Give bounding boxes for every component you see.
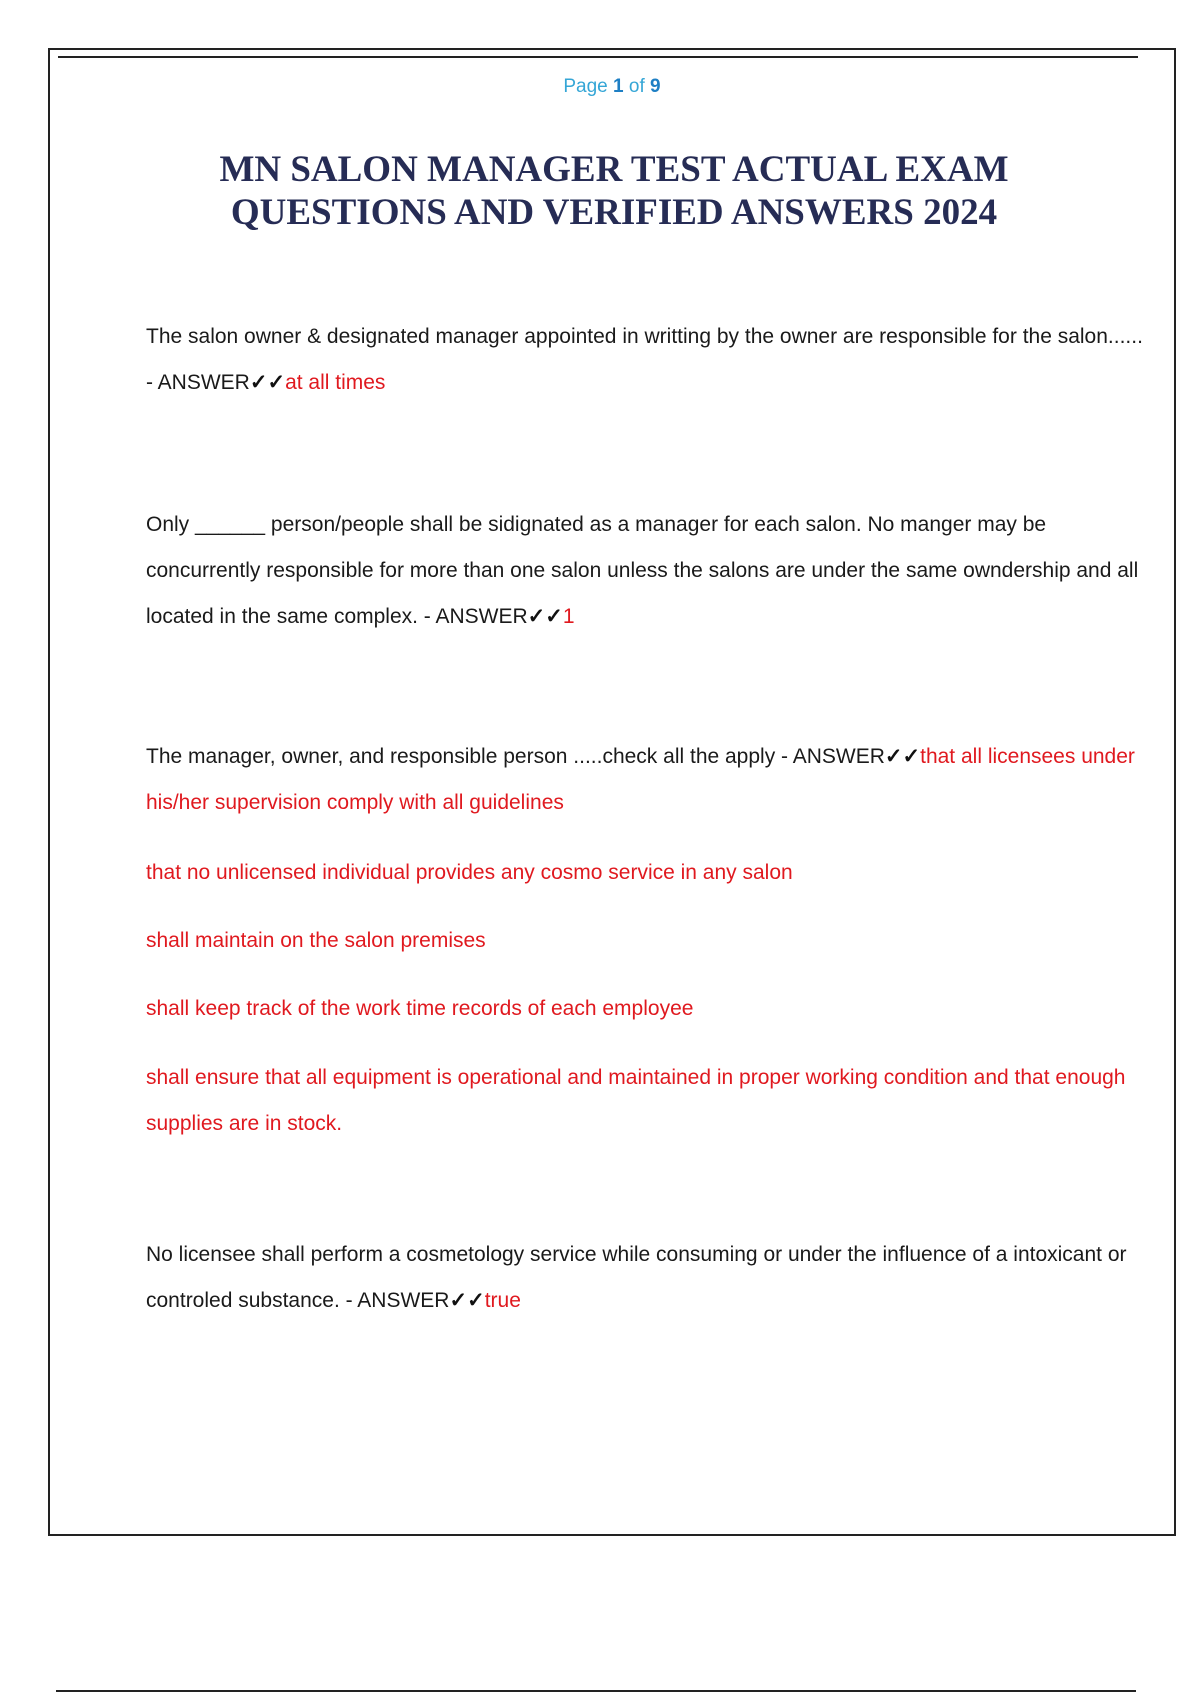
answer-text: 1 bbox=[562, 605, 575, 628]
page-prefix: Page bbox=[563, 76, 608, 97]
page-number bbox=[50, 76, 1174, 98]
question-text: No licensee shall perform a cosmetology service while consuming or under the influence of a intoxicant or controled substance. - bbox=[146, 1243, 1127, 1312]
answer-extra-line: shall maintain on the salon premises bbox=[146, 929, 486, 952]
answer-extra-line: that no unlicensed individual provides any cosmo service in any salon bbox=[146, 861, 793, 884]
qa-item-4 bbox=[146, 1232, 1146, 1324]
answer-marker: ANSWER bbox=[792, 745, 885, 768]
top-rule bbox=[58, 56, 1138, 58]
answer-text: at all times bbox=[285, 371, 386, 394]
answer-marker: ANSWER bbox=[357, 1289, 450, 1312]
qa-item-3 bbox=[146, 734, 1146, 826]
title-line-1: MN SALON MANAGER TEST ACTUAL EXAM bbox=[219, 149, 1009, 190]
answer-marker: ANSWER bbox=[157, 371, 250, 394]
page-current: 1 bbox=[613, 76, 624, 97]
answer-text: true bbox=[484, 1289, 521, 1312]
page-frame bbox=[48, 48, 1176, 1536]
title-line-2: QUESTIONS AND VERIFIED ANSWERS 2024 bbox=[230, 192, 998, 233]
document-title bbox=[70, 148, 1158, 234]
answer-marker: ANSWER bbox=[435, 605, 528, 628]
qa-item-2 bbox=[146, 502, 1146, 640]
question-text: The salon owner & designated manager appointed in writting by the owner are responsible for the salon...... - bbox=[146, 325, 1143, 394]
page-of: of bbox=[628, 76, 645, 97]
answer-text: that all licensees under his/her supervision comply with all guidelines bbox=[146, 745, 1135, 814]
question-text: The manager, owner, and responsible person .....check all the apply - bbox=[146, 745, 793, 768]
bottom-rule bbox=[56, 1690, 1136, 1692]
checkmark-icon: ✓✓ bbox=[249, 371, 286, 394]
checkmark-icon: ✓✓ bbox=[884, 745, 921, 768]
checkmark-icon: ✓✓ bbox=[449, 1289, 485, 1312]
checkmark-icon: ✓✓ bbox=[527, 605, 563, 628]
qa-item-1 bbox=[146, 314, 1146, 406]
question-text: Only ______ person/people shall be sidignated as a manager for each salon. No manger may be concurrently responsible for more than one salon unless the salons are under the same owndership and all located in the same complex. - bbox=[146, 513, 1139, 628]
answer-extra-line: shall keep track of the work time records of each employee bbox=[146, 997, 694, 1020]
answer-extra-line: shall ensure that all equipment is operational and maintained in proper working condition and that enough supplies are in stock. bbox=[146, 1066, 1126, 1135]
page-total: 9 bbox=[650, 76, 661, 97]
